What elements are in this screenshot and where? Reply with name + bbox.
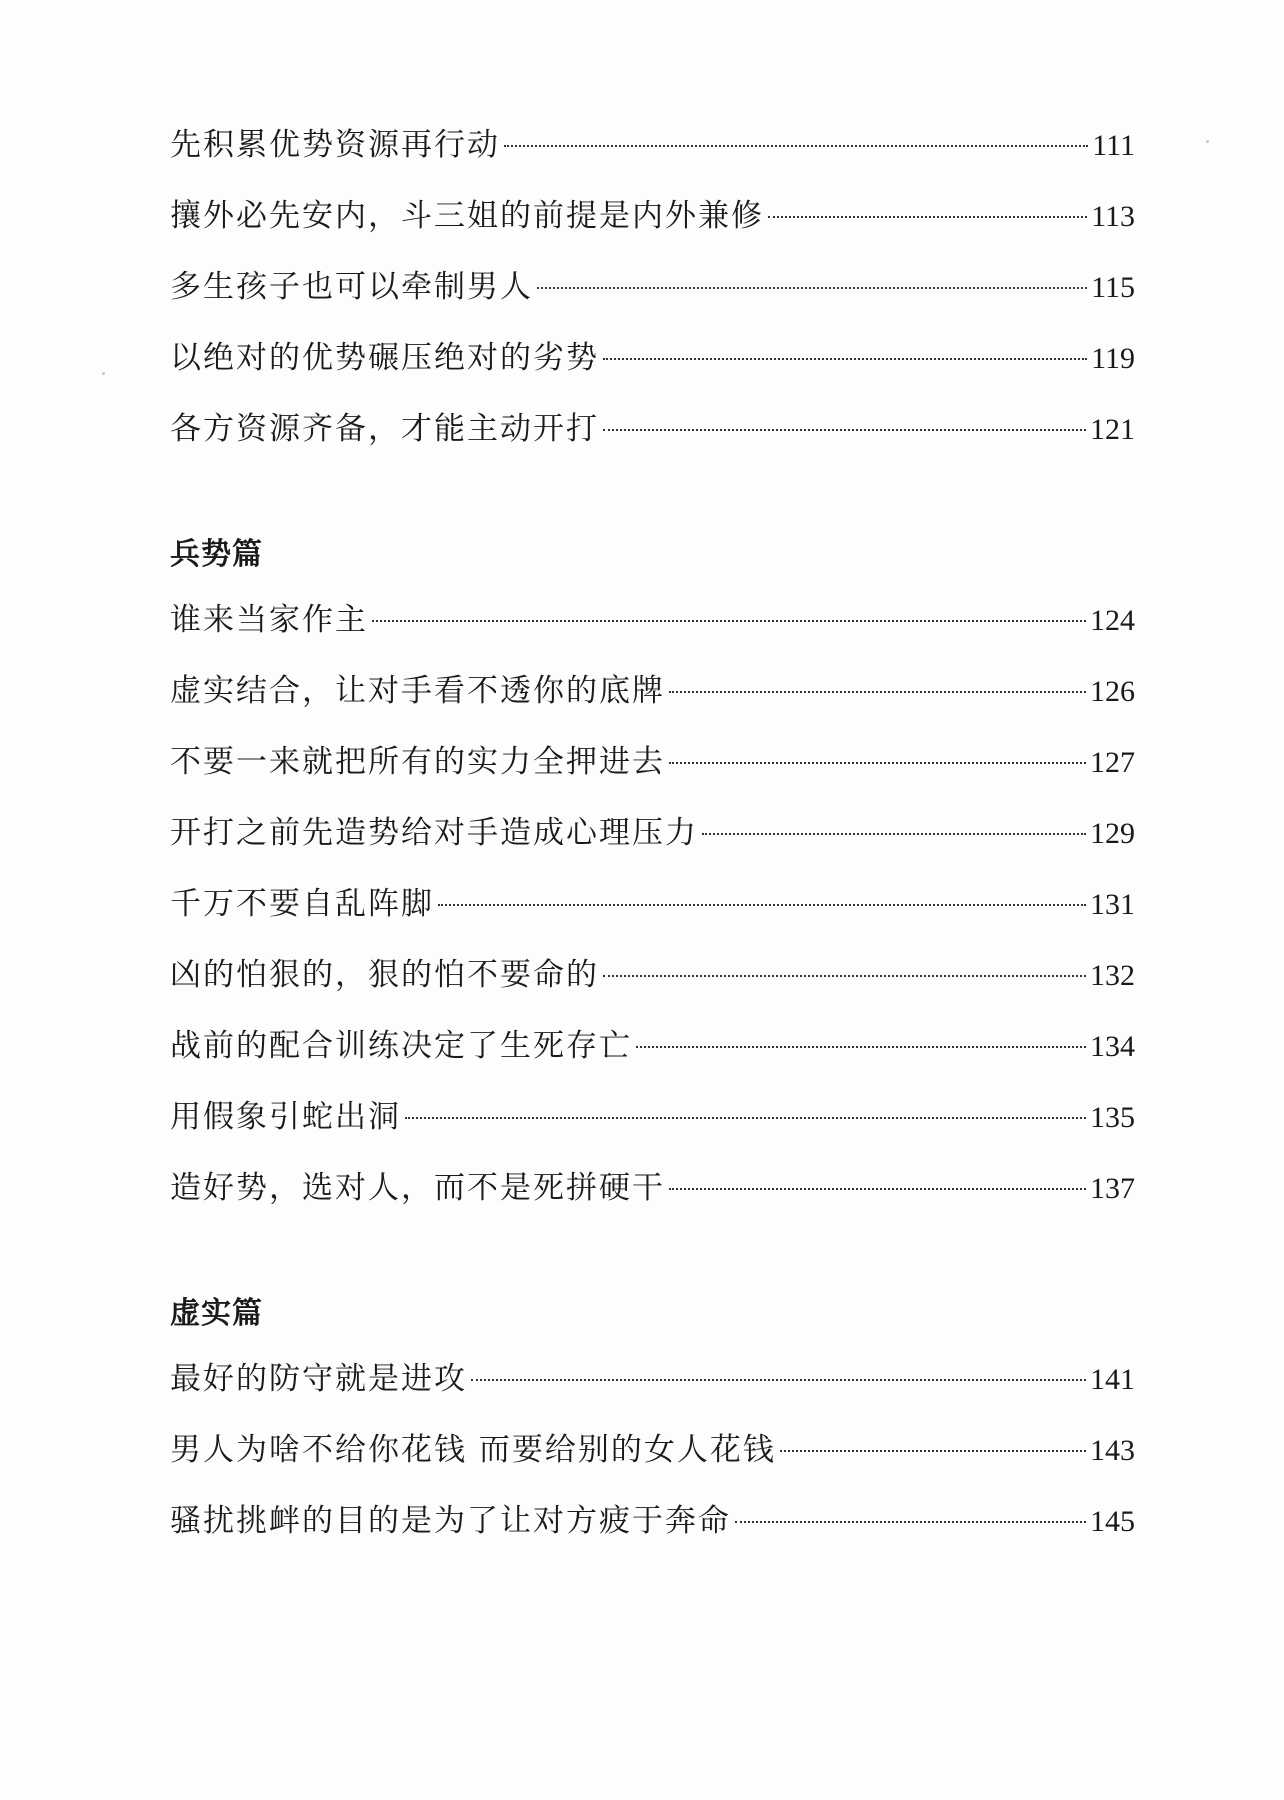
toc-entry-page: 135 bbox=[1090, 1101, 1135, 1134]
toc-entry[interactable] bbox=[170, 1486, 1135, 1557]
toc-entry-page: 145 bbox=[1090, 1505, 1135, 1538]
toc-entry[interactable] bbox=[170, 1415, 1135, 1486]
toc-entry-page: 137 bbox=[1090, 1172, 1135, 1205]
toc-entry-title: 战前的配合训练决定了生死存亡 bbox=[170, 1028, 632, 1064]
toc-section bbox=[170, 110, 1135, 465]
toc-entry-title: 虚实结合，让对手看不透你的底牌 bbox=[170, 673, 665, 709]
toc-entry-page: 134 bbox=[1090, 1030, 1135, 1063]
toc-entry-title: 用假象引蛇出洞 bbox=[170, 1099, 401, 1135]
toc-entry[interactable] bbox=[170, 869, 1135, 940]
toc-entry-title: 凶的怕狠的，狠的怕不要命的 bbox=[170, 957, 599, 993]
section-heading: 虚实篇 bbox=[170, 1296, 263, 1331]
dot-leader bbox=[504, 145, 1088, 147]
toc-entry-title: 不要一来就把所有的实力全押进去 bbox=[170, 744, 665, 780]
dot-leader bbox=[768, 216, 1087, 218]
toc-entry-title: 男人为啥不给你花钱 而要给别的女人花钱 bbox=[170, 1432, 776, 1468]
toc-entry-page: 111 bbox=[1092, 129, 1135, 162]
toc-entry-title: 先积累优势资源再行动 bbox=[170, 127, 500, 163]
toc-entry[interactable] bbox=[170, 1011, 1135, 1082]
toc-entry[interactable] bbox=[170, 727, 1135, 798]
toc-entry-page: 119 bbox=[1091, 342, 1135, 375]
toc-entry-page: 129 bbox=[1090, 817, 1135, 850]
dot-leader bbox=[735, 1521, 1086, 1523]
table-of-contents bbox=[170, 110, 1135, 1557]
scan-speck bbox=[102, 372, 105, 375]
section-gap bbox=[170, 465, 1135, 525]
toc-entry-page: 124 bbox=[1090, 604, 1135, 637]
toc-entry[interactable] bbox=[170, 1344, 1135, 1415]
toc-entry[interactable] bbox=[170, 1082, 1135, 1153]
dot-leader bbox=[780, 1450, 1086, 1452]
toc-entry[interactable] bbox=[170, 323, 1135, 394]
toc-entry-page: 113 bbox=[1091, 200, 1135, 233]
toc-entry[interactable] bbox=[170, 252, 1135, 323]
dot-leader bbox=[438, 904, 1086, 906]
dot-leader bbox=[471, 1379, 1086, 1381]
toc-entry-title: 谁来当家作主 bbox=[170, 602, 368, 638]
toc-entry[interactable] bbox=[170, 940, 1135, 1011]
toc-entry-title: 造好势，选对人，而不是死拼硬干 bbox=[170, 1170, 665, 1206]
toc-entry[interactable] bbox=[170, 394, 1135, 465]
toc-section bbox=[170, 525, 1135, 1224]
toc-section bbox=[170, 1284, 1135, 1557]
toc-entry[interactable] bbox=[170, 585, 1135, 656]
toc-entry[interactable] bbox=[170, 181, 1135, 252]
toc-entry-title: 骚扰挑衅的目的是为了让对方疲于奔命 bbox=[170, 1503, 731, 1539]
scan-speck bbox=[1206, 140, 1209, 143]
toc-entry-page: 132 bbox=[1090, 959, 1135, 992]
toc-entry-title: 以绝对的优势碾压绝对的劣势 bbox=[170, 340, 599, 376]
toc-entry[interactable] bbox=[170, 656, 1135, 727]
dot-leader bbox=[603, 429, 1086, 431]
section-gap bbox=[170, 1224, 1135, 1284]
dot-leader bbox=[669, 691, 1086, 693]
dot-leader bbox=[636, 1046, 1086, 1048]
toc-entry-title: 最好的防守就是进攻 bbox=[170, 1361, 467, 1397]
toc-entry[interactable] bbox=[170, 1153, 1135, 1224]
dot-leader bbox=[405, 1117, 1086, 1119]
toc-entry-page: 121 bbox=[1090, 413, 1135, 446]
toc-entry-page: 115 bbox=[1091, 271, 1135, 304]
toc-entry-page: 127 bbox=[1090, 746, 1135, 779]
dot-leader bbox=[603, 358, 1087, 360]
toc-entry-title: 各方资源齐备，才能主动开打 bbox=[170, 411, 599, 447]
toc-entry-page: 126 bbox=[1090, 675, 1135, 708]
toc-entry[interactable] bbox=[170, 110, 1135, 181]
dot-leader bbox=[669, 762, 1086, 764]
toc-entry-title: 开打之前先造势给对手造成心理压力 bbox=[170, 815, 698, 851]
toc-entry-page: 143 bbox=[1090, 1434, 1135, 1467]
toc-entry-page: 131 bbox=[1090, 888, 1135, 921]
dot-leader bbox=[669, 1188, 1086, 1190]
toc-entry-title: 攘外必先安内，斗三姐的前提是内外兼修 bbox=[170, 198, 764, 234]
section-heading: 兵势篇 bbox=[170, 537, 263, 572]
dot-leader bbox=[372, 620, 1086, 622]
toc-entry-title: 千万不要自乱阵脚 bbox=[170, 886, 434, 922]
toc-entry-page: 141 bbox=[1090, 1363, 1135, 1396]
dot-leader bbox=[603, 975, 1086, 977]
toc-entry[interactable] bbox=[170, 798, 1135, 869]
dot-leader bbox=[702, 833, 1086, 835]
toc-entry-title: 多生孩子也可以牵制男人 bbox=[170, 269, 533, 305]
dot-leader bbox=[537, 287, 1087, 289]
